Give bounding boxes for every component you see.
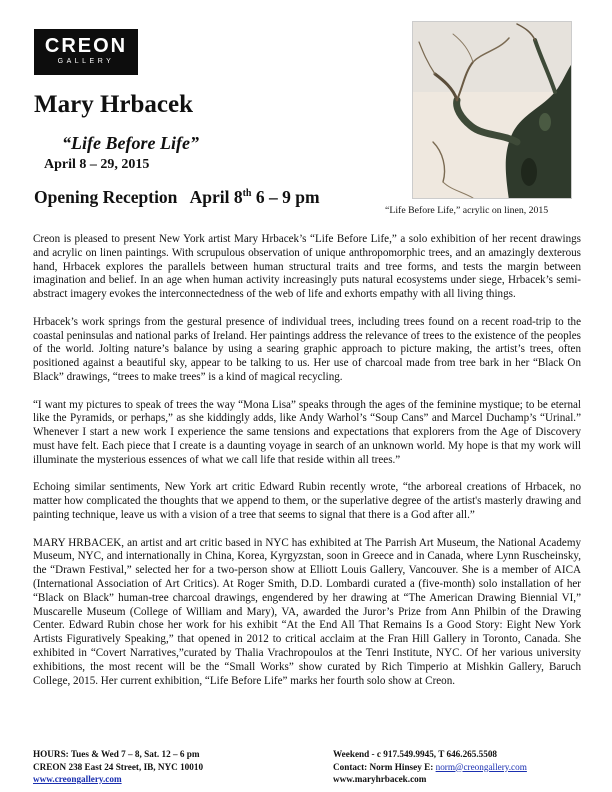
artist-website[interactable]: www.maryhrbacek.com	[333, 774, 427, 784]
contact-line	[333, 761, 593, 774]
contact-email-link[interactable]: norm@creongallery.com	[435, 761, 527, 772]
gallery-website-link[interactable]: www.creongallery.com	[33, 774, 122, 784]
paragraph-intro: Creon is pleased to present New York artist Mary Hrbacek’s “Life Before Life,” a solo exhibition of her recent drawings and acrylic on linen paintings. With scrupulous observation of unique anthropomorphic trees, and an amazingly dexterous hand, Hrbacek explores the parallels between human structural traits and tree forms, and tests the margin between imagination and belief. In an age when human activity increasingly puts natural ecosystems under siege, Hrbacek’s semi-abstract imagery evokes the interconnectedness of the web of life and exhorts empathy with all living things.	[33, 233, 581, 301]
footer-gallery-info	[33, 748, 323, 786]
paragraph-artist-quote: “I want my pictures to speak of trees the way “Mona Lisa” speaks through the ages of the feminine mystique; to be eternal like the Pyramids, or perhaps,” as she kiddingly adds, like Andy Warhol’s “Soup Cans” and Marcel Duchamp’s “Urinal.” Whenever I start a new work I experience the same tensions and expectations that explorers from the Age of Discovery must have felt. Each piece that I create is a daunting voyage in search of an unknown world. My hope is that my work will illuminate the mysterious essences of what we call life that reside within all trees.”	[33, 398, 581, 466]
paragraph-biography: MARY HRBACEK, an artist and art critic based in NYC has exhibited at The Parrish Art Museum, the National Academy Museum, NYC, and internationally in China, Korea, Kyrgyzstan, soon in Greece and in Canada, where Lynn Ruscheinsky, the “Drawn Festival,” selected her for a two-person show at Elliott Louis Gallery, Vancouver. She is a member of AICA (International Association of Art Critics). At Roger Smith, D.D. Lombardi curated a (five-month) solo installation of her “Black on Black” human-tree charcoal drawings, engendered by her drawing at “The American Drawing Biennial VI,” Muscarelle Museum (College of William and Mary), VA, awarded the Juror’s Prize from Ann Philbin of the Drawing Center. Edward Rubin chose her work for his exhibit “At the End All That Remains Is a Good Story: Eight New York Artists Figuratively Speaking,” that opened in 2012 to critical acclaim at the Fran Hill Gallery in Toronto, Canada. She exhibited in “Covert Narratives,”curated by Thalia Vrachropoulos at the Tenri Institute, NYC. Of her various university exhibitions, the most recent will be the “Small Works” show curated by Rich Timperio at Mishkin Gallery, Baruch College, 2015. Her current exhibition, “Life Before Life” marks her fourth solo show at Creon.	[33, 536, 581, 687]
gallery-hours: HOURS: Tues & Wed 7 – 8, Sat. 12 – 6 pm	[33, 749, 200, 759]
logo-main-text: CREON	[44, 35, 128, 57]
contact-label: Contact: Norm Hinsey E:	[333, 761, 436, 772]
paragraph-critic-quote: Echoing similar sentiments, New York art critic Edward Rubin recently wrote, “the arboreal creations of Hrbacek, no matter how complicated the thoughts that we append to them, or the superlative degree of the artist's masterly drawing and painting technique, leave us with a vision of a tree that seems to signal that there is a God after all.”	[33, 481, 581, 521]
artist-name: Mary Hrbacek	[34, 91, 193, 118]
tree-painting-illustration	[413, 22, 572, 199]
logo-sub-text: GALLERY	[57, 58, 115, 65]
artwork-image	[412, 21, 572, 199]
paragraph-work: Hrbacek’s work springs from the gestural presence of individual trees, including trees found on a recent road-trip to the coastal peninsulas and national parks of Ireland. Her paintings address the relevance of trees to the existence of the peoples of the world. Jolting nature’s balance by using a searing graphic approach to picture making, the artist’s trees, often positioned against a beautiful sky, appear to be talking to us. Her use of charcoal made from tree bark in her “Black On Black” drawings, “trees to make trees” is a kind of magical recycling.	[33, 315, 581, 383]
contact-phones: Weekend - c 917.549.9945, T 646.265.5508	[333, 749, 498, 759]
reception-date: April 8	[189, 187, 243, 207]
show-title: “Life Before Life”	[62, 133, 199, 153]
artwork-caption: “Life Before Life,” acrylic on linen, 2015	[385, 205, 549, 216]
creon-gallery-logo	[34, 29, 138, 75]
opening-reception	[34, 187, 320, 208]
gallery-address: CREON 238 East 24 Street, IB, NYC 10010	[33, 761, 204, 772]
reception-time: 6 – 9 pm	[255, 187, 320, 207]
press-release-body	[33, 233, 581, 702]
reception-label: Opening Reception	[34, 187, 178, 207]
exhibition-dates: April 8 – 29, 2015	[44, 157, 150, 172]
reception-date-suffix: th	[242, 188, 252, 200]
footer-contact-info	[333, 748, 593, 786]
